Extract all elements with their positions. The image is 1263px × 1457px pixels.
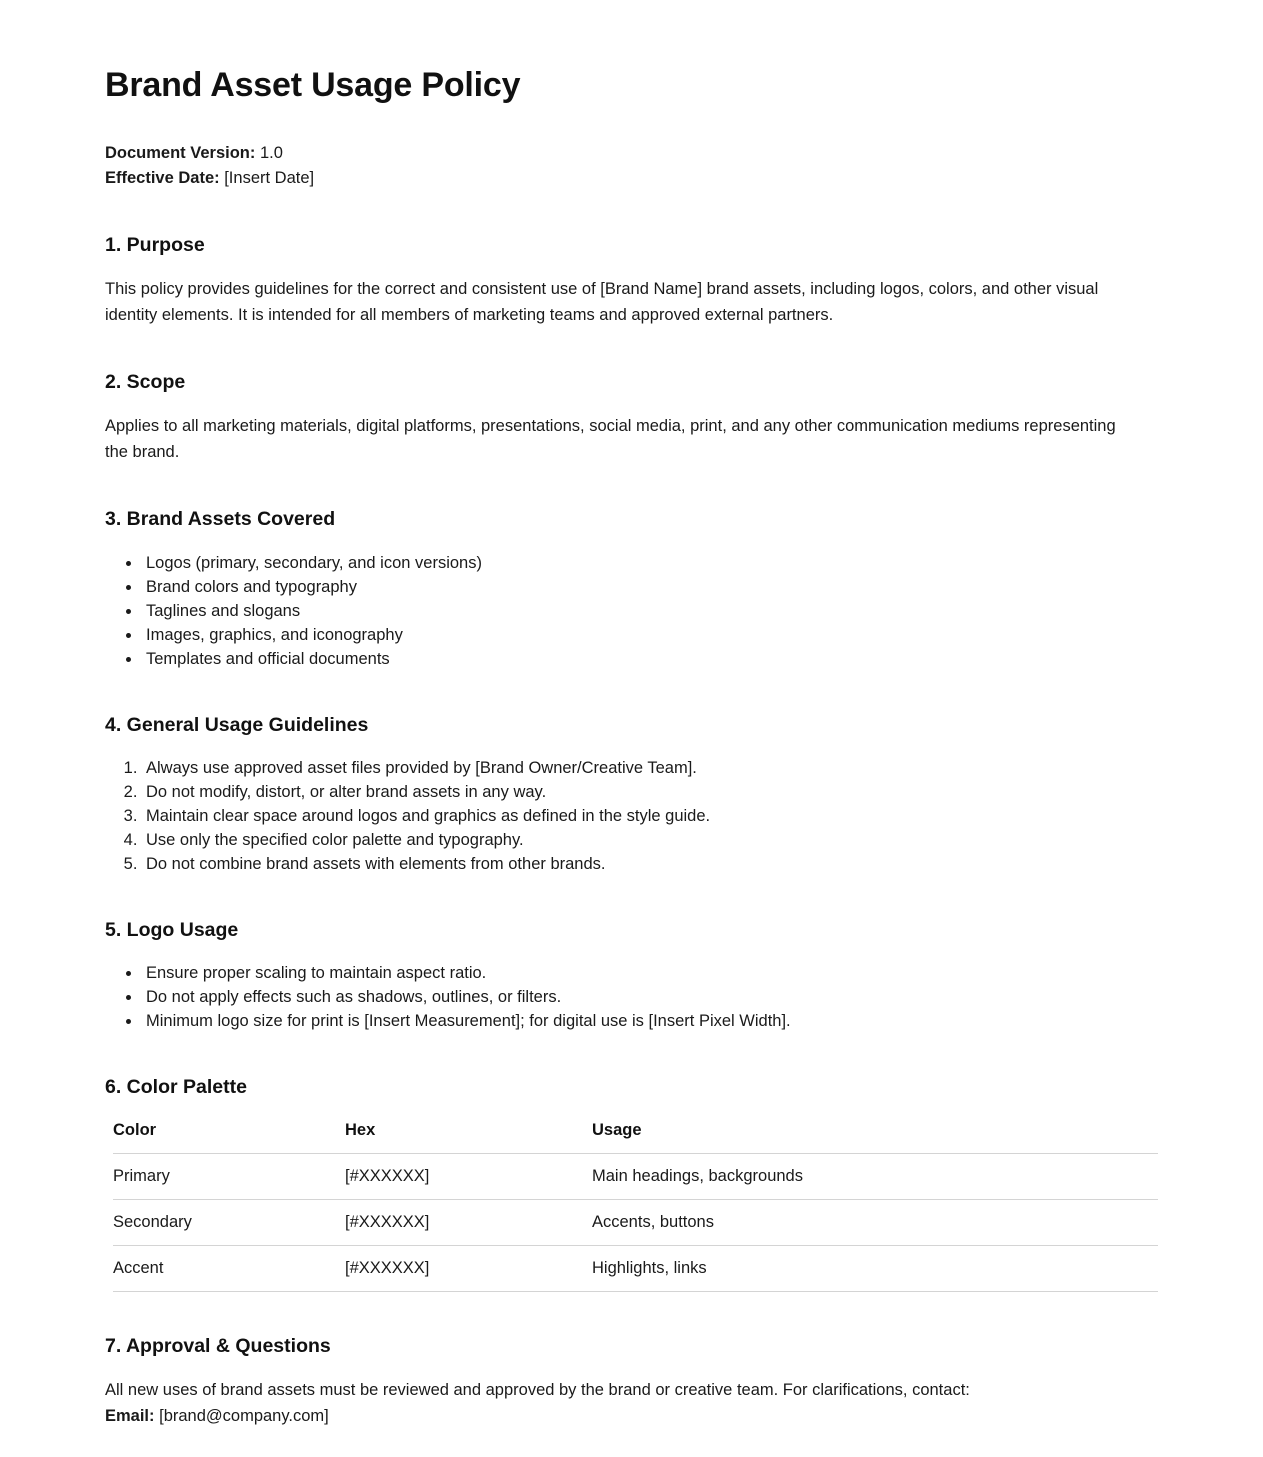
cell-usage: Accents, buttons: [592, 1199, 1158, 1245]
section-body-scope: Applies to all marketing materials, digital platforms, presentations, social media, print, and any other communication mediums representing the brand.: [105, 417, 1116, 462]
list-item: • Logos (primary, secondary, and icon versions): [142, 551, 1158, 575]
cell-color: Primary: [113, 1153, 345, 1199]
list-item: 3. Maintain clear space around logos and graphics as defined in the style guide.: [142, 804, 1158, 828]
effective-date-label: Effective Date:: [105, 168, 220, 187]
brand-assets-covered-list: [105, 551, 1158, 671]
table-row: [113, 1153, 1158, 1199]
cell-usage: Main headings, backgrounds: [592, 1153, 1158, 1199]
section-heading-color-palette: 6. Color Palette: [105, 1076, 247, 1099]
list-item: • Brand colors and typography: [142, 575, 1158, 599]
cell-color: Secondary: [113, 1199, 345, 1245]
list-item: • Do not apply effects such as shadows, outlines, or filters.: [142, 985, 1158, 1009]
effective-date-line: [105, 166, 1158, 191]
cell-hex: [#XXXXXX]: [345, 1245, 592, 1291]
contact-email-label: Email:: [105, 1406, 155, 1425]
section-heading-approval-questions: 7. Approval & Questions: [105, 1334, 331, 1357]
section-body-purpose: This policy provides guidelines for the correct and consistent use of [Brand Name] brand assets, including logos, colors, and other visual identity elements. It is intended for all members of marketing teams and approved external partners.: [105, 279, 1099, 324]
table-body: [113, 1153, 1158, 1291]
section-heading-general-usage-guidelines: 4. General Usage Guidelines: [105, 713, 369, 736]
column-header-color: Color: [113, 1121, 345, 1154]
document-version-line: [105, 141, 1158, 166]
section-body-approval: All new uses of brand assets must be reviewed and approved by the brand or creative team. For clarifications, contact:: [105, 1380, 970, 1399]
document-version-value: 1.0: [259, 143, 283, 162]
list-item: • Taglines and slogans: [142, 599, 1158, 623]
column-header-hex: Hex: [345, 1121, 592, 1154]
contact-email-value: [brand@company.com]: [159, 1406, 329, 1425]
cell-usage: Highlights, links: [592, 1245, 1158, 1291]
list-item: • Minimum logo size for print is [Insert Measurement]; for digital use is [Insert Pixel Width].: [142, 1009, 1158, 1033]
document-version-label: Document Version:: [105, 143, 256, 162]
effective-date-value: [Insert Date]: [224, 168, 315, 187]
list-item: 1. Always use approved asset files provided by [Brand Owner/Creative Team].: [142, 756, 1158, 780]
page-title: Brand Asset Usage Policy: [105, 66, 521, 104]
column-header-usage: Usage: [592, 1121, 1158, 1154]
list-item: • Images, graphics, and iconography: [142, 623, 1158, 647]
color-palette-table: [113, 1121, 1158, 1292]
section-heading-logo-usage: 5. Logo Usage: [105, 918, 239, 941]
list-item: 5. Do not combine brand assets with elements from other brands.: [142, 852, 1158, 876]
logo-usage-list: [105, 961, 1158, 1033]
section-heading-purpose: 1. Purpose: [105, 233, 205, 256]
table-header: [113, 1121, 1158, 1154]
table-header-row: [113, 1121, 1158, 1154]
cell-color: Accent: [113, 1245, 345, 1291]
section-heading-brand-assets-covered: 3. Brand Assets Covered: [105, 508, 336, 531]
cell-hex: [#XXXXXX]: [345, 1199, 592, 1245]
table-row: [113, 1199, 1158, 1245]
list-item: 4. Use only the specified color palette and typography.: [142, 828, 1158, 852]
list-item: • Ensure proper scaling to maintain aspect ratio.: [142, 961, 1158, 985]
cell-hex: [#XXXXXX]: [345, 1153, 592, 1199]
section-heading-scope: 2. Scope: [105, 370, 186, 393]
general-usage-guidelines-list: [105, 756, 1158, 876]
table-row: [113, 1245, 1158, 1291]
list-item: 2. Do not modify, distort, or alter brand assets in any way.: [142, 780, 1158, 804]
contact-email-line: [105, 1403, 1158, 1429]
list-item: • Templates and official documents: [142, 647, 1158, 671]
